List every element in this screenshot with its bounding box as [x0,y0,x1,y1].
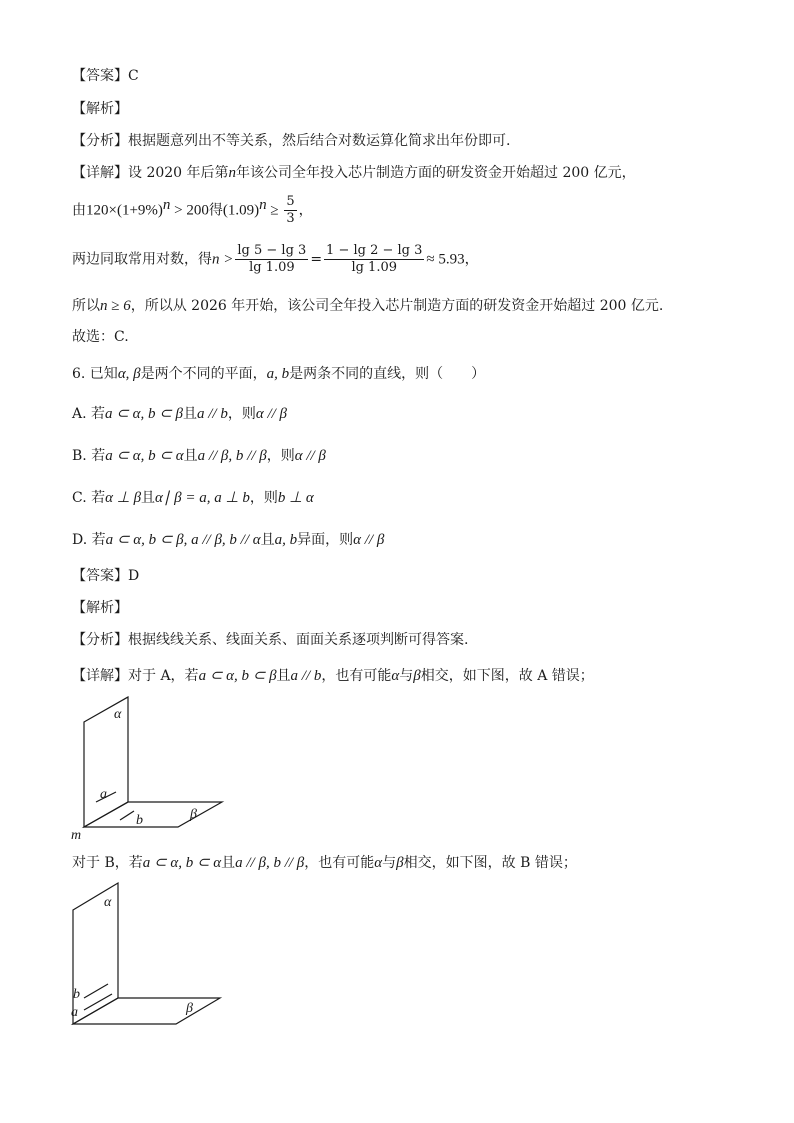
analysis-tag: 【解析】 [72,600,128,616]
option-a [72,404,287,424]
detail-text-2: 年该公司全年投入芯片制造方面的研发资金开始超过 200 亿元， [236,165,636,181]
line-b [120,811,134,820]
fraction-numerator: 5 [286,194,295,209]
ineq-expr-1: 120×(1+9%) [86,202,163,219]
option-expr: α ⊥ β [105,490,142,506]
option-text: ，则 [266,448,295,464]
q6-answer [72,566,139,586]
ineq-exp-n-2: n [259,196,267,213]
detail-mid: 且 [276,668,291,684]
concl-text-1: 所以 [72,298,100,314]
option-expr: a ⊂ α, b ⊂ β [105,406,183,422]
option-mid: 且 [183,448,198,464]
q5-detail [72,163,636,183]
option-expr-3: b ⊥ α [277,490,314,506]
option-expr-2: a, b [274,532,298,548]
q6-stem [72,364,485,384]
fraction-denominator: lg 1.09 [249,260,295,275]
q6-detail-a [72,666,594,686]
answer-tag: 【答案】 [72,68,128,84]
plane-alpha [84,697,128,827]
label-alpha: α [104,895,112,910]
concl-expr: n ≥ 6 [100,298,131,314]
ineq-expr-3: (1.09) [222,202,260,219]
option-label: C. 若 [72,490,106,506]
stem-text-1: 6. 已知 [72,366,118,382]
fraction-numerator: 1 − lg 2 − lg 3 [326,243,423,258]
detail-text-3: 与 [382,855,397,871]
ineq-expr-4: ≥ [266,202,283,219]
detail-beta: β [413,668,421,684]
ineq-text-2: 得 [208,202,223,219]
option-label: B. 若 [72,448,106,464]
line-b [84,984,108,998]
option-text: ，则 [227,406,256,422]
label-beta: β [190,807,197,822]
fenxi-text: 根据题意列出不等关系，然后结合对数运算化简求出年份即可. [128,133,511,149]
fraction-numerator: lg 5 − lg 3 [237,243,307,258]
option-mid: 且 [260,532,275,548]
option-c [72,488,314,508]
detail-tag: 【详解】 [72,668,128,684]
detail-expr-2: a // b [290,668,322,684]
fraction-5-3 [284,194,296,227]
detail-tag: 【详解】 [72,165,128,181]
label-b: b [136,813,143,828]
detail-expr: a ⊂ α, b ⊂ α [142,855,222,871]
line-a [84,994,112,1010]
option-expr: a ⊂ α, b ⊂ β, a // β, b // α [105,532,261,548]
label-a: a [71,1005,78,1020]
figure-2-intersecting-planes [68,880,228,1030]
ineq-text-1: 由 [72,202,86,219]
ineq-expr-2: > 200 [170,202,209,219]
option-expr-3: α // β [294,448,326,464]
detail-text-1: 对于 B，若 [72,855,143,871]
option-mid: 且 [141,490,156,506]
q5-log [72,243,479,276]
q5-conclusion [72,296,663,316]
detail-text-3: 与 [399,668,414,684]
fenxi-tag: 【分析】 [72,133,128,149]
option-label: A. 若 [72,406,106,422]
q5-choice [72,327,129,347]
stem-text-2: 是两个不同的平面， [140,366,267,382]
label-a: a [100,787,107,802]
detail-text-4: 相交，如下图，故 B 错误； [403,855,577,871]
q6-analysis-tag [72,598,128,618]
log-tail: ， [464,251,479,268]
q6-fenxi [72,630,468,650]
option-expr-3: α // β [255,406,288,422]
choice-text: 故选：C. [72,329,129,345]
fraction-denominator: 3 [286,211,295,226]
ineq-exp-n: n [162,196,171,213]
q5-answer [72,66,139,86]
fenxi-tag: 【分析】 [72,632,128,648]
detail-beta: β [396,855,404,871]
detail-text-1: 设 2020 年后第 [128,165,229,181]
option-d [72,530,384,550]
stem-expr-2: a, b [266,366,290,382]
concl-text-2: ，所以从 2026 年开始，该公司全年投入芯片制造方面的研发资金开始超过 200 亿元. [130,298,664,314]
option-expr-2: α∣ β = a, a ⊥ b [155,490,250,506]
detail-text-1: 对于 A，若 [128,668,199,684]
fraction-log-1 [235,243,308,276]
answer-value: D [128,568,140,584]
detail-mid: 且 [221,855,236,871]
label-b: b [73,987,80,1002]
detail-alpha: α [374,855,383,871]
fenxi-text: 根据线线关系、线面关系、面面关系逐项判断可得答案. [128,632,469,648]
q5-fenxi [72,131,510,151]
label-m: m [71,828,82,843]
detail-expr-2: a // β, b // β [235,855,305,871]
option-b [72,446,326,466]
option-expr-2: a // β, b // β [197,448,267,464]
detail-text-2: ，也有可能 [304,855,375,871]
log-approx: ≈ 5.93 [426,251,465,268]
plane-beta [84,802,222,827]
stem-expr-1: α, β [117,366,141,382]
answer-tag: 【答案】 [72,568,128,584]
fraction-denominator: lg 1.09 [351,260,397,275]
option-expr: a ⊂ α, b ⊂ α [105,448,184,464]
detail-expr: a ⊂ α, b ⊂ β [198,668,277,684]
option-label: D. 若 [72,532,106,548]
fraction-log-2 [324,243,424,276]
detail-text-2: ，也有可能 [321,668,392,684]
option-expr-2: a // b [197,406,228,422]
detail-alpha: α [391,668,400,684]
stem-text-3: 是两条不同的直线，则（ ） [289,366,486,382]
q5-inequality [72,194,313,227]
answer-value: C [128,68,139,84]
q5-analysis-tag [72,99,128,119]
figure-1-intersecting-planes [70,694,230,844]
option-expr-3: α // β [353,532,385,548]
log-expr-1: n > [212,251,234,268]
option-mid: 且 [183,406,197,422]
log-text-1: 两边同取常用对数，得 [72,251,212,268]
option-text: ，则 [249,490,278,506]
plane-beta [73,998,220,1024]
label-alpha: α [114,707,122,722]
var-n: n [228,165,237,181]
ineq-tail: ， [298,202,313,219]
q6-detail-b [72,853,577,873]
option-text: 异面，则 [297,532,354,548]
analysis-tag: 【解析】 [72,101,128,117]
label-beta: β [186,1001,193,1016]
log-eq: = [310,251,323,268]
detail-text-4: 相交，如下图，故 A 错误； [420,668,594,684]
